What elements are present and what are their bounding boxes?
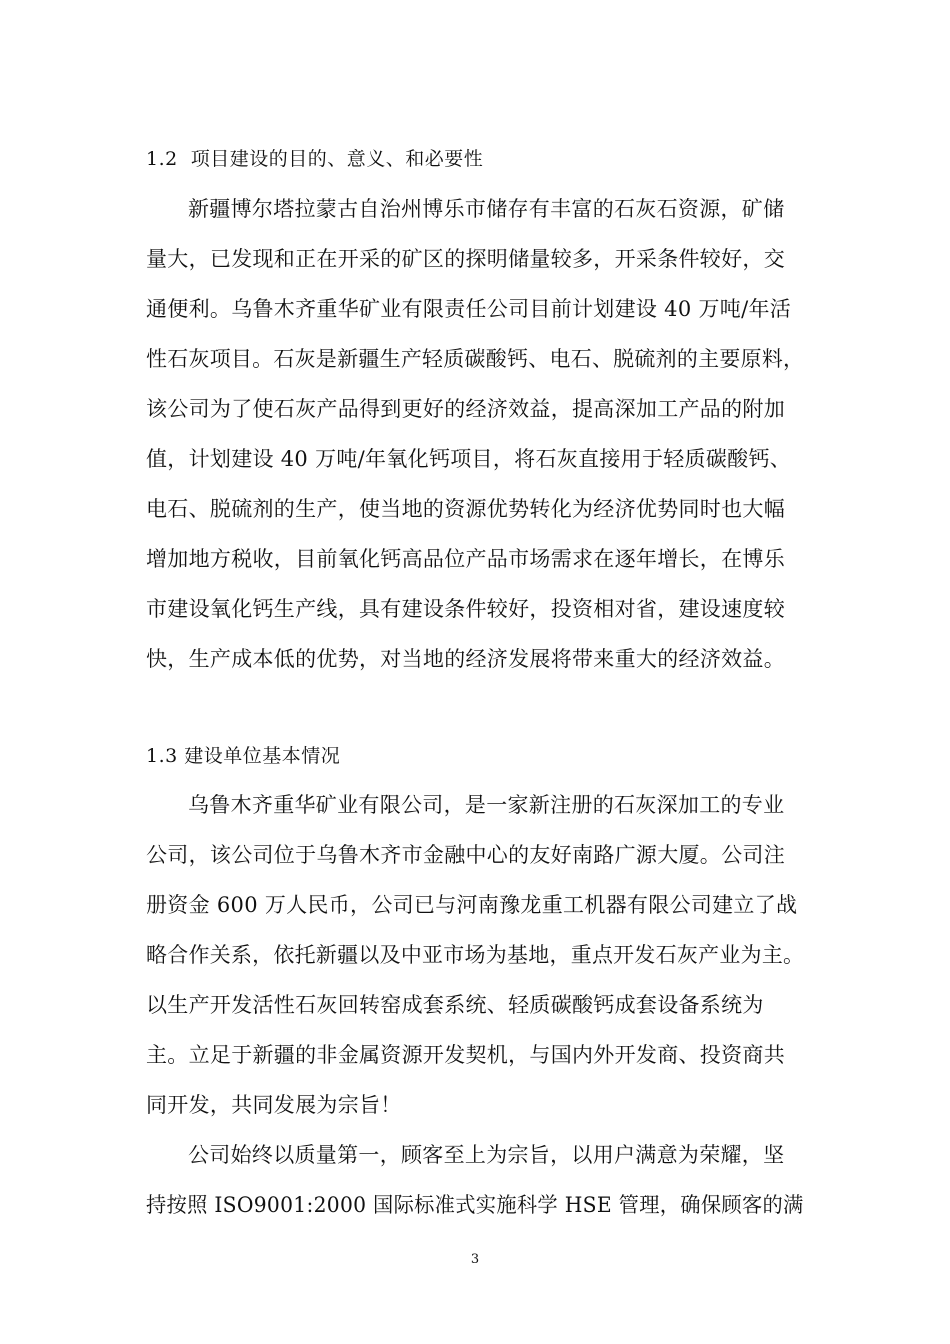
section-heading-1-3: 1.3 建设单位基本情况 — [146, 745, 341, 767]
paragraph-line: 以生产开发活性石灰回转窑成套系统、轻质碳酸钙成套设备系统为 — [146, 993, 764, 1017]
paragraph-line: 主。立足于新疆的非金属资源开发契机，与国内外开发商、投资商共 — [146, 1043, 785, 1067]
paragraph-line: 市建设氧化钙生产线，具有建设条件较好，投资相对省，建设速度较 — [146, 597, 785, 621]
paragraph-line: 该公司为了使石灰产品得到更好的经济效益，提高深加工产品的附加 — [146, 397, 785, 421]
section-heading-1-2: 1.2 项目建设的目的、意义、和必要性 — [146, 148, 484, 170]
paragraph-line: 同开发，共同发展为宗旨！ — [146, 1093, 402, 1117]
paragraph-line: 持按照 ISO9001:2000 国际标准式实施科学 HSE 管理，确保顾客的满 — [146, 1193, 804, 1217]
paragraph-line: 值，计划建设 40 万吨/年氧化钙项目，将石灰直接用于轻质碳酸钙、 — [146, 447, 792, 471]
paragraph-line: 性石灰项目。石灰是新疆生产轻质碳酸钙、电石、脱硫剂的主要原料， — [146, 347, 805, 371]
paragraph-line: 增加地方税收，目前氧化钙高品位产品市场需求在逐年增长，在博乐 — [146, 547, 785, 571]
paragraph-line: 量大，已发现和正在开采的矿区的探明储量较多，开采条件较好，交 — [146, 247, 785, 271]
paragraph-line: 公司，该公司位于乌鲁木齐市金融中心的友好南路广源大厦。公司注 — [146, 843, 785, 867]
paragraph-line: 乌鲁木齐重华矿业有限公司，是一家新注册的石灰深加工的专业 — [188, 793, 785, 817]
paragraph-line: 快，生产成本低的优势，对当地的经济发展将带来重大的经济效益。 — [146, 647, 785, 671]
paragraph-line: 新疆博尔塔拉蒙古自治州博乐市储存有丰富的石灰石资源，矿储 — [188, 197, 785, 221]
paragraph-line: 略合作关系，依托新疆以及中亚市场为基地，重点开发石灰产业为主。 — [146, 943, 805, 967]
paragraph-line: 册资金 600 万人民币，公司已与河南豫龙重工机器有限公司建立了战 — [146, 893, 798, 917]
paragraph-line: 电石、脱硫剂的生产，使当地的资源优势转化为经济优势同时也大幅 — [146, 497, 785, 521]
page-number: 3 — [470, 1252, 480, 1267]
paragraph-line: 通便利。乌鲁木齐重华矿业有限责任公司目前计划建设 40 万吨/年活 — [146, 297, 792, 321]
paragraph-line: 公司始终以质量第一，顾客至上为宗旨，以用户满意为荣耀，坚 — [188, 1143, 785, 1167]
